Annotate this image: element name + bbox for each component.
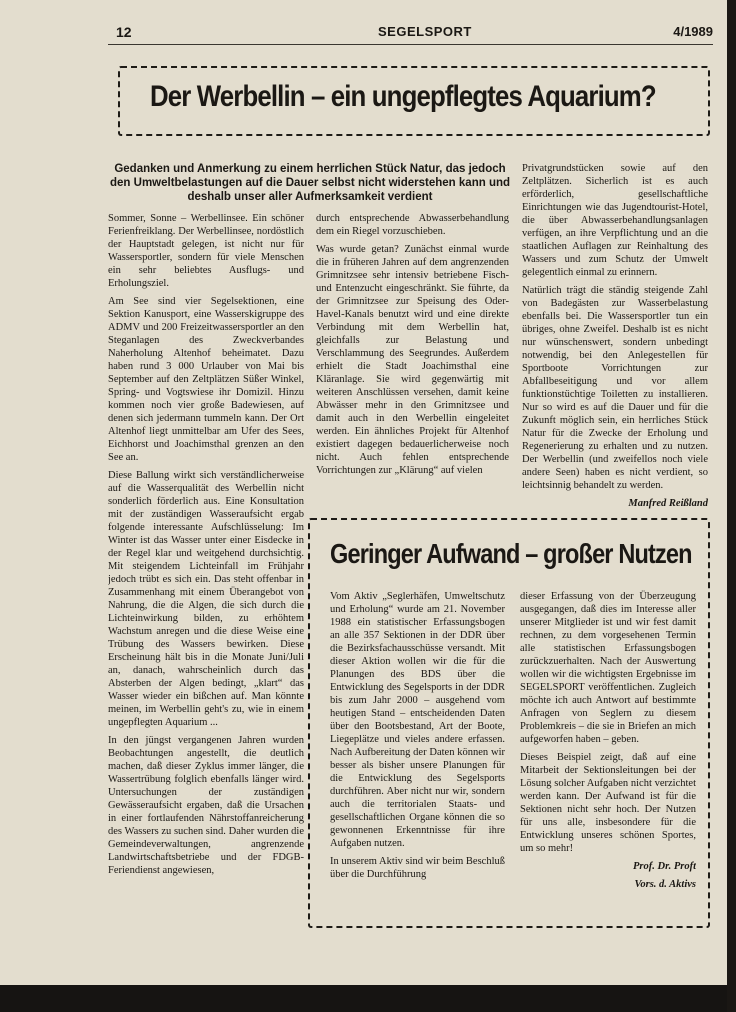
boxed-column-2 — [520, 590, 696, 910]
article-intro: Gedanken und Anmerkung zu einem herrlichen Stück Natur, das jedoch den Umweltbelastungen auf die Dauer selbst nicht widerstehen kann und deshalb unser aller Aufmerksamkeit verdient — [110, 163, 511, 203]
paragraph: Sommer, Sonne – Werbellinsee. Ein schöner Ferienfreiklang. Der Werbellinsee, nordöstlich der Hauptstadt gelegen, ist nicht nur für Wassersportler, sondern für viele Menschen ein sehr beliebtes Ausflugs- und Erholungsziel. — [108, 213, 304, 289]
page-number: 12 — [116, 24, 132, 40]
paragraph: dieser Erfassung von der Überzeugung ausgegangen, daß dies im Interesse aller unserer Mitglieder ist und wir fest damit rechnen, zu dem vorgesehenen Termin alle statistischen Erfassungsbogen zurückzuerhalten. Nach der Auswertung wollen wir die wichtigsten Ergebnisse im SEGELSPORT veröffentlichen. Zugleich möchte ich auch Antwort auf bestimmte Anfragen von Seglern zu diesem Problemkreis – die sie in Briefen an mich aufgeworfen haben – geben. — [520, 591, 696, 745]
paragraph: In unserem Aktiv sind wir beim Beschluß über die Durchführung — [330, 856, 505, 880]
scan-bottom-edge — [0, 985, 736, 1012]
page-header — [108, 24, 713, 46]
author-role: Vors. d. Aktivs — [634, 879, 696, 890]
boxed-article-headline: Geringer Aufwand – großer Nutzen — [330, 538, 692, 569]
author-name: Prof. Dr. Proft — [633, 861, 696, 872]
article-column-3 — [522, 162, 708, 512]
article-column-1 — [108, 212, 304, 932]
paragraph: Am See sind vier Segelsektionen, eine Sektion Kanusport, eine Wasserskigruppe des ADMV und 200 Freizeitwassersportler an den Steganlagen des Zweckverbandes Naherholung Altenhof beheimatet. Dazu haben rund 3 000 Urlauber von Mai bis September auf den Zeltplätzen Süßer Winkel, Spring- und Vogtswiese ihr Domizil. Hinzu kommen noch vier große Badewiesen, auf denen sich jedermann tummeln kann. Der Ort Altenhof liegt unmittelbar am Ufer des Sees, Eichhorst und Joachimsthal grenzen an den See an. — [108, 296, 304, 463]
paragraph: Vom Aktiv „Seglerhäfen, Umweltschutz und Erholung“ wurde am 21. November 1988 ein statistischer Erfassungsbogen an alle 357 Sektionen in der DDR über die Bezirksfachausschüsse versandt. Mit dieser Aktion wollen wir die für die Planungen des BDS über die Entwicklung des Segelsports in der DDR bis zum Jahr 2000 – ausgehend vom heutigen Stand – entscheidenden Daten über den Bootsbestand, Art der Boote, Liegeplätze und vieles andere erfassen. Nach Aufbereitung der Daten können wir besser als bisher unsere Planungen für die Entwicklung des Segelsports durchführen. Aber nicht nur wir, sondern auch die territorialen Staats- und gesellschaftlichen Organe können die so gewonnenen Erkenntnisse für ihre Aufgaben nutzen. — [330, 591, 505, 849]
article-headline: Der Werbellin – ein ungepflegtes Aquarium? — [150, 80, 656, 113]
scan-right-edge — [727, 0, 736, 1012]
article-column-2 — [316, 212, 509, 512]
paragraph: Natürlich trägt die ständig steigende Zahl von Badegästen zur Wasserbelastung ebenfalls bei. Die Wassersportler tun ein übriges, ohne Zweifel. Deshalb ist es nicht nur wünschenswert, sondern unbedingt notwendig, bei den Anlegestellen für Sportboote Vorrichtungen zur Abfallbeseitigung und vor allem funktionstüchtige Toiletten zu installieren. Nur so wird es auf die Dauer und für die Zukunft möglich sein, ein herrliches Stück Natur für die Zwecke der Erholung und Regenerierung zu erhalten und zu nutzen. Der Werbellin (und zweifellos noch viele andere Seen) haben es nicht verdient, so leichtsinnig behandelt zu werden. — [522, 285, 708, 491]
header-rule — [108, 44, 713, 45]
paragraph: Dieses Beispiel zeigt, daß auf eine Mitarbeit der Sektionsleitungen bei der Lösung solcher Aufgaben nicht verzichtet werden kann. Der Aufwand ist für die Sektionen nicht sehr hoch. Der Nutzen für uns alle, insbesondere für die Entwicklung unseres schönen Sportes, um so mehr! — [520, 752, 696, 854]
magazine-title: SEGELSPORT — [378, 24, 472, 39]
paragraph: In den jüngst vergangenen Jahren wurden Beobachtungen angestellt, die deutlich machen, daß dieser Zyklus immer länger, die Wassertrübung folglich ebenfalls länger wird. Untersuchungen der zuständigen Gewässeraufsicht ergaben, daß die Ursachen in einer fortlaufenden Nährstoffanreicherung des Wassers zu suchen sind. Daher wurden die Gemeindeverwaltungen, angrenzende Landwirtschaftsbetriebe und der FDGB-Feriendienst angewiesen, — [108, 735, 304, 876]
paragraph: durch entsprechende Abwasserbehandlung dem ein Riegel vorzuschieben. — [316, 213, 509, 237]
boxed-column-1 — [330, 590, 505, 910]
paragraph: Privatgrundstücken sowie auf den Zeltplätzen. Sicherlich ist es auch erförderlich, gesellschaftliche Einrichtungen wie das Jugendtourist-Hotel, die über Abwasserbehandlungsanlagen verfügen, an ihre Verpflichtung und an die staatlichen Auflagen zur Reinhaltung des Wassers und zum Schutz der Umwelt gelegentlich einmal zu erinnern. — [522, 163, 708, 278]
issue-number: 4/1989 — [673, 24, 713, 39]
author-signature: Manfred Reißland — [628, 498, 708, 509]
paragraph: Was wurde getan? Zunächst einmal wurde die in früheren Jahren auf dem angrenzenden Grimnitzsee sehr intensiv betriebene Fisch- und Entenzucht eingeschränkt. Sie führte, da der Grimnitzsee zur Speisung des Oder-Havel-Kanals benutzt wird und eine direkte Verbindung mit dem Werbellin hat, gleichfalls zur Belastung und Verschlammung des Seegrundes. Außerdem erhielt die Stadt Joachimsthal eine Kläranlage. Sie wird gegenwärtig mit weiteren Anschlüssen versehen, damit keine Abwässer mehr in den Grimnitzsee und damit auch in den Werbellin eingeleitet werden. Ein ähnliches Projekt für Altenhof existiert dagegen bedauerlicherweise noch nicht. Auch fehlen entsprechende Vorrichtungen zur „Klärung“ auf vielen — [316, 244, 509, 476]
paragraph: Diese Ballung wirkt sich verständlicherweise auf die Wasserqualität des Werbellin nicht sonderlich förderlich aus. Eine Konsultation mit der zuständigen Wasseraufsicht ergab folgende interessante Aufschlüsselung: Im Winter ist das Wasser unter einer Eisdecke in der Regel klar und weitgehend durchsichtig. Mit steigendem Lichteinfall im Frühjahr jedoch trübt es sich ein. Das steht offenbar in Zusammenhang mit einem Überangebot von Nahrung, die die Algen, die sich durch die Lichteinwirkung bilden, zu erhöhtem Wachstum anregen und die diese Weise eine Trübung des Wassers bewirken. Diese Erscheinung hält bis in die Monate Juni/Juli an, danach, wahrscheinlich durch das Absterben der Algen bedingt, „klart“ das Wasser wieder ein bißchen auf. Man könnte meinen, im Werbellin geht's zu, wie in einem ungepflegten Aquarium ... — [108, 470, 304, 728]
